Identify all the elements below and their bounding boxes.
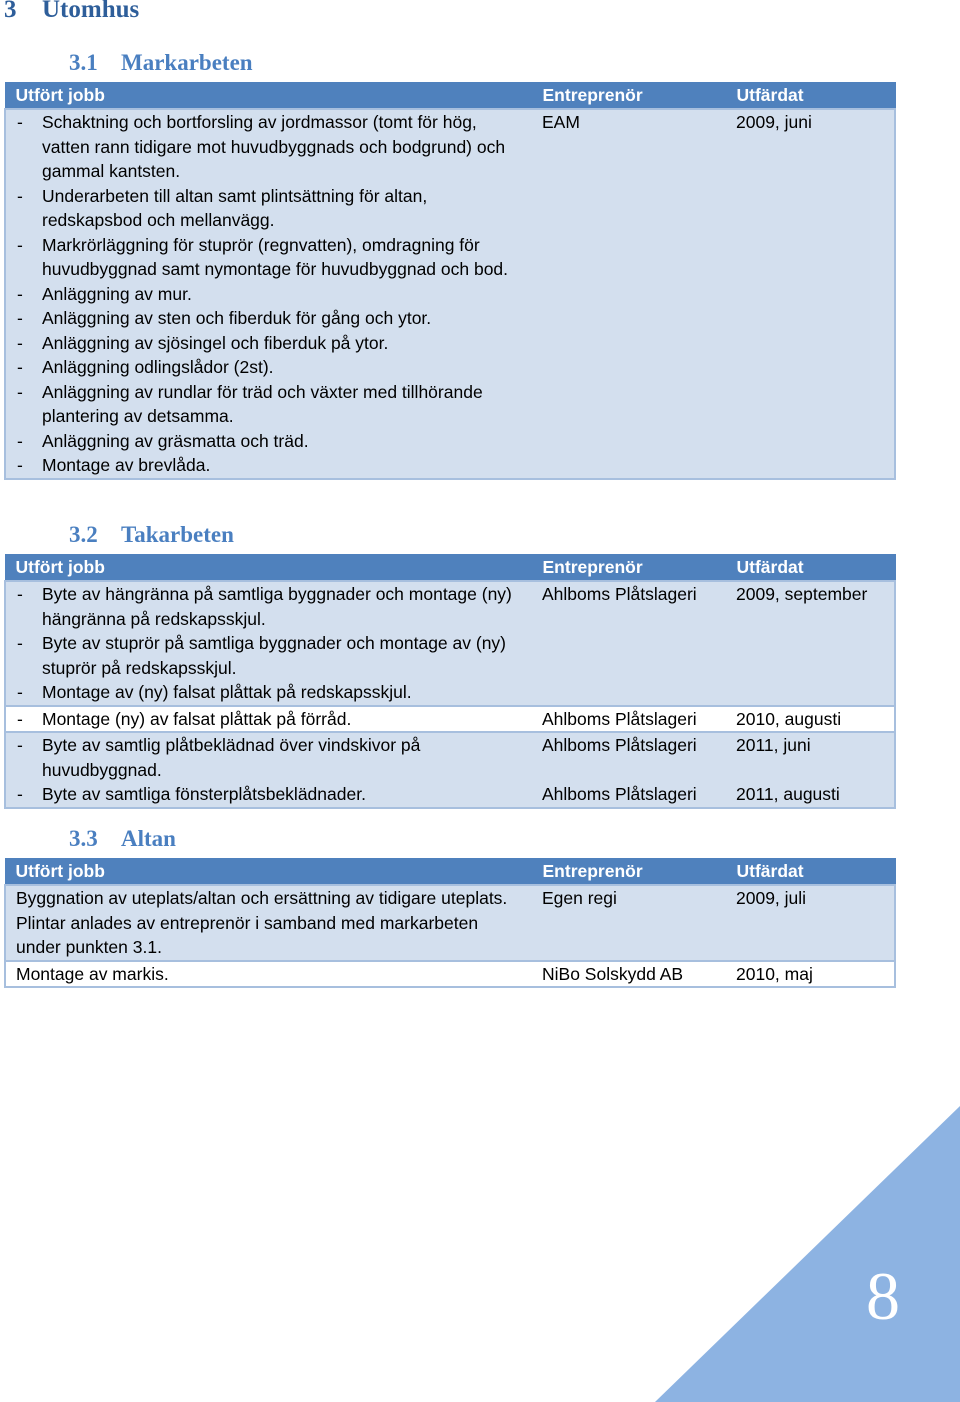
list-item: - Montage av (ny) falsat plåttak på redskapsskjul. bbox=[16, 680, 522, 705]
date-cell: 2011, augusti bbox=[726, 782, 895, 808]
job-cell bbox=[5, 706, 532, 733]
list-item: - Anläggning av rundlar för träd och växter med tillhörande plantering av detsamma. bbox=[16, 380, 522, 429]
list-item: - Byte av hängränna på samtliga byggnader och montage (ny) hängränna på redskapsskjul. bbox=[16, 582, 522, 631]
job-list bbox=[16, 707, 522, 732]
column-header-date: Utfärdat bbox=[726, 83, 895, 110]
subsection-number: 3.3 bbox=[69, 826, 98, 851]
job-cell bbox=[5, 732, 532, 782]
contractor-cell: Ahlboms Plåtslageri bbox=[532, 732, 726, 782]
section-title: Utomhus bbox=[42, 0, 140, 23]
table-altan bbox=[4, 858, 896, 988]
corner-triangle-shape bbox=[655, 1106, 960, 1402]
contractor-cell: NiBo Solskydd AB bbox=[532, 961, 726, 988]
table-markarbeten bbox=[4, 82, 896, 480]
contractor-cell: Ahlboms Plåtslageri bbox=[532, 581, 726, 706]
table-row bbox=[5, 732, 895, 782]
column-header-contractor: Entreprenör bbox=[532, 83, 726, 110]
list-item: - Anläggning av sjösingel och fiberduk på ytor. bbox=[16, 331, 522, 356]
subsection-number: 3.1 bbox=[69, 50, 98, 75]
column-header-job: Utfört jobb bbox=[5, 83, 532, 110]
column-header-contractor: Entreprenör bbox=[532, 555, 726, 582]
date-cell: 2009, juli bbox=[726, 885, 895, 961]
section-number: 3 bbox=[4, 0, 17, 23]
list-item: - Anläggning av gräsmatta och träd. bbox=[16, 429, 522, 454]
job-cell: Montage av markis. bbox=[5, 961, 532, 988]
date-cell: 2010, augusti bbox=[726, 706, 895, 733]
contractor-cell: Egen regi bbox=[532, 885, 726, 961]
job-list bbox=[16, 733, 522, 782]
list-item: - Anläggning odlingslådor (2st). bbox=[16, 355, 522, 380]
table-row bbox=[5, 581, 895, 706]
contractor-cell: EAM bbox=[532, 109, 726, 479]
job-list bbox=[16, 110, 522, 478]
subsection-number: 3.2 bbox=[69, 522, 98, 547]
list-item: - Byte av stuprör på samtliga byggnader och montage av (ny) stuprör på redskapsskjul. bbox=[16, 631, 522, 680]
list-item: - Schaktning och bortforsling av jordmassor (tomt för hög, vatten rann tidigare mot huvudbyggnads och bodgrund) och gammal kantsten. bbox=[16, 110, 522, 184]
subsection-heading-markarbeten bbox=[69, 50, 253, 76]
column-header-job: Utfört jobb bbox=[5, 555, 532, 582]
table-row bbox=[5, 885, 895, 961]
contractor-cell: Ahlboms Plåtslageri bbox=[532, 782, 726, 808]
job-cell bbox=[5, 109, 532, 479]
subsection-heading-altan bbox=[69, 826, 176, 852]
column-header-date: Utfärdat bbox=[726, 555, 895, 582]
column-header-job: Utfört jobb bbox=[5, 859, 532, 886]
list-item: - Underarbeten till altan samt plintsättning för altan, redskapsbod och mellanvägg. bbox=[16, 184, 522, 233]
table-row bbox=[5, 961, 895, 988]
subsection-heading-takarbeten bbox=[69, 522, 234, 548]
list-item: - Byte av samtlig plåtbeklädnad över vindskivor på huvudbyggnad. bbox=[16, 733, 522, 782]
table-header-row bbox=[5, 555, 895, 582]
table-header-row bbox=[5, 83, 895, 110]
list-item: - Montage (ny) av falsat plåttak på förråd. bbox=[16, 707, 522, 732]
table-row bbox=[5, 782, 895, 808]
contractor-cell: Ahlboms Plåtslageri bbox=[532, 706, 726, 733]
column-header-contractor: Entreprenör bbox=[532, 859, 726, 886]
job-cell: Byggnation av uteplats/altan och ersättning av tidigare uteplats. Plintar anlades av entreprenör i samband med markarbeten under punkten 3.1. bbox=[5, 885, 532, 961]
list-item: - Anläggning av mur. bbox=[16, 282, 522, 307]
list-item: - Markrörläggning för stuprör (regnvatten), omdragning för huvudbyggnad samt nymontage för huvudbyggnad och bod. bbox=[16, 233, 522, 282]
date-cell: 2011, juni bbox=[726, 732, 895, 782]
subsection-title: Altan bbox=[121, 826, 176, 851]
job-cell bbox=[5, 581, 532, 706]
job-list bbox=[16, 582, 522, 705]
table-takarbeten bbox=[4, 554, 896, 809]
list-item: - Anläggning av sten och fiberduk för gång och ytor. bbox=[16, 306, 522, 331]
date-cell: 2009, september bbox=[726, 581, 895, 706]
section-heading bbox=[4, 0, 139, 24]
job-list bbox=[16, 782, 522, 807]
date-cell: 2009, juni bbox=[726, 109, 895, 479]
table-header-row bbox=[5, 859, 895, 886]
page-corner-triangle bbox=[655, 1106, 960, 1402]
page-number: 8 bbox=[866, 1258, 900, 1334]
column-header-date: Utfärdat bbox=[726, 859, 895, 886]
subsection-title: Takarbeten bbox=[121, 522, 234, 547]
date-cell: 2010, maj bbox=[726, 961, 895, 988]
job-cell bbox=[5, 782, 532, 808]
table-row bbox=[5, 706, 895, 733]
table-row bbox=[5, 109, 895, 479]
list-item: - Byte av samtliga fönsterplåtsbeklädnader. bbox=[16, 782, 522, 807]
list-item: - Montage av brevlåda. bbox=[16, 453, 522, 478]
subsection-title: Markarbeten bbox=[121, 50, 253, 75]
